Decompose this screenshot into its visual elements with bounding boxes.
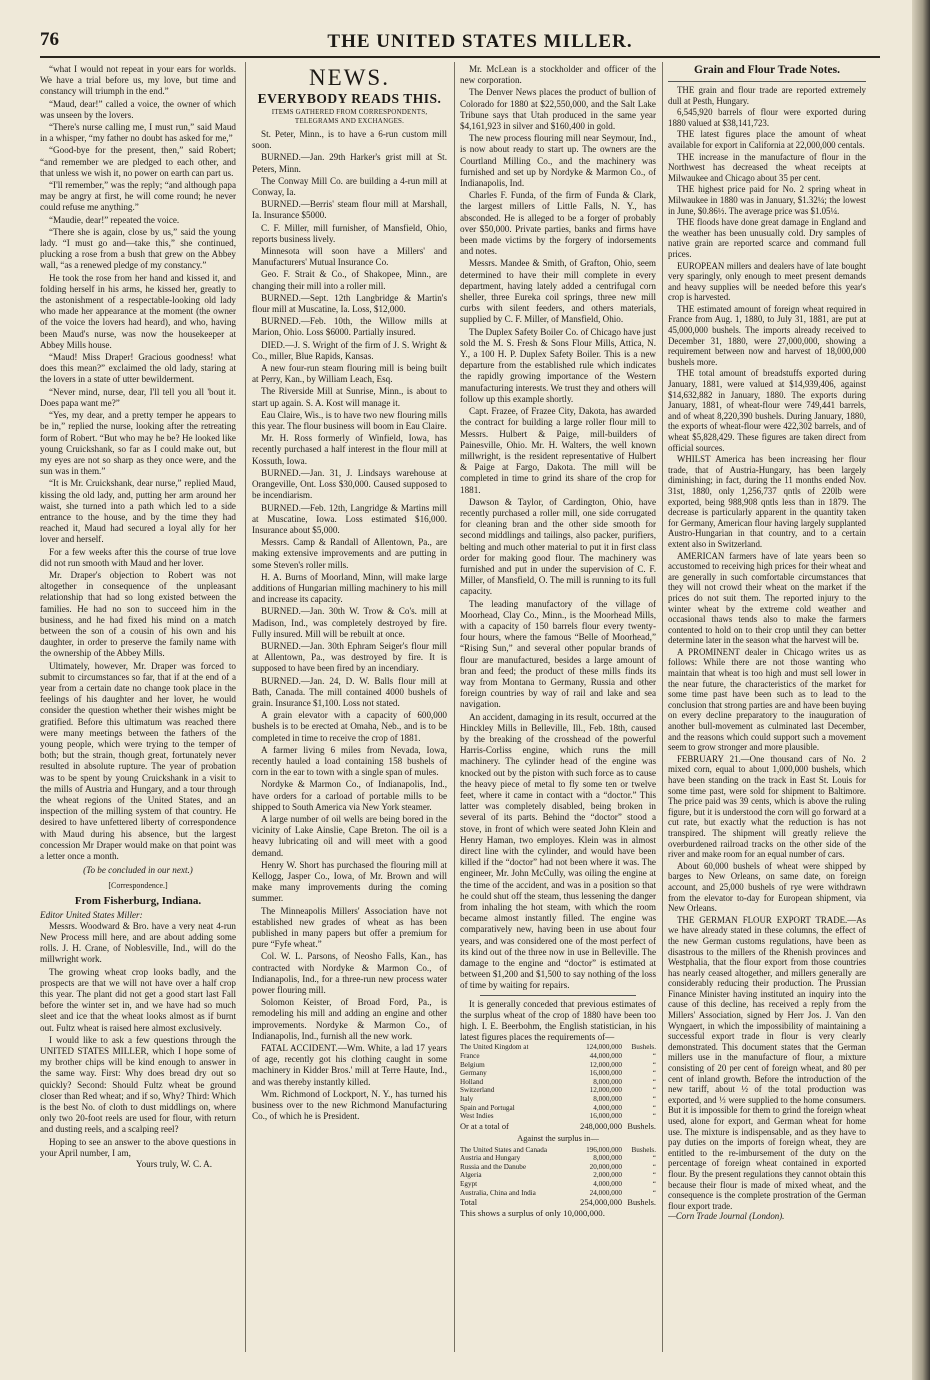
paragraph: BURNED.—Sept. 12th Langbridge & Martin's flour mill at Muscatine, Ia. Loss, $12,000.: [252, 292, 447, 315]
row-value: 4,000,000: [593, 1179, 622, 1188]
row-value: 2,000,000: [593, 1171, 622, 1180]
paragraph: A farmer living 6 miles from Nevada, Iowa, recently hauled a load containing 158 bushels of corn in the ear to town with a single span of mules.: [252, 744, 447, 778]
section-rule: [480, 995, 636, 996]
paragraph: The Denver News places the product of bullion of Colorado for 1880 at $22,550,000, and the Salt Lake Tribune says that Utah produced in the same year $4,161,923 in silver and $160,400 in gold.: [460, 87, 656, 132]
story-paragraphs: [40, 64, 236, 862]
row-unit: “: [652, 1069, 656, 1078]
row-unit: “: [652, 1112, 656, 1121]
paragraph: Henry W. Short has purchased the flouring mill at Kellogg, Jasper Co., Iowa, of Mr. Brown and will make many improvements during the coming summer.: [252, 859, 447, 904]
column-news-continued: [460, 64, 656, 1356]
table-row: [460, 1052, 656, 1061]
paragraph: “Never mind, nurse, dear, I'll tell you all 'bout it. Does papa want me?”: [40, 386, 236, 408]
row-label: Austria and Hungary: [460, 1154, 521, 1163]
total-unit: Bushels.: [627, 1121, 656, 1131]
paragraph: EUROPEAN millers and dealers have of late bought very sparingly, only enough to meet present demands and heavy supplies will be needed before this year's crop is harvested.: [668, 260, 866, 303]
paragraph: A large number of oil wells are being bored in the vicinity of Lake Ainslie, Cape Breton. The oil is a heavy lubricating oil and will meet with a good demand.: [252, 813, 447, 858]
letter-closing: Yours truly, W. C. A.: [135, 1159, 212, 1170]
row-value: 196,000,000: [586, 1145, 622, 1154]
paragraph: THE highest price paid for No. 2 spring wheat in Milwaukee in 1880 was in January, $1.32¼; the lowest in June, $0.86½. The average price was $1.05¼.: [668, 184, 866, 216]
row-unit: “: [652, 1154, 656, 1163]
paragraph: I would like to ask a few questions through the UNITED STATES MILLER, which I hope some of my brother chips will be kind enough to answer in the same way. First: Why does bread dry out so quickly? Second: Should Fultz wheat be ground closer than Red wheat; and if so, Why? Third: Which is the best No. of cloth to dust middlings on, where only two 20-foot reels are used for flour, with return and dusting reels, and a scalping reel?: [40, 1034, 236, 1135]
paragraph: “Maudie, dear!” repeated the voice.: [49, 214, 180, 225]
paragraph: “Maud, dear!” called a voice, the owner of which was unseen by the lovers.: [40, 98, 236, 120]
row-label: Egypt: [460, 1179, 478, 1188]
table-row: [460, 1061, 656, 1070]
row-unit: “: [652, 1060, 656, 1069]
row-label: West Indies: [460, 1112, 494, 1121]
column-divider: [454, 62, 455, 1352]
paragraph: FATAL ACCIDENT.—Wm. White, a lad 17 years of age, recently got his clothing caught in some machinery in Kidder Bros.' mill at Terre Haute, Ind., and was thereby instantly killed.: [252, 1043, 447, 1087]
total-value: 254,000,000: [580, 1198, 622, 1208]
surplus-rows: [460, 1146, 656, 1198]
surplus-closing: This shows a surplus of only 10,000,000.: [460, 1207, 605, 1218]
row-label: Italy: [460, 1095, 474, 1104]
table-row: [460, 1043, 656, 1052]
table-row: [460, 1154, 656, 1163]
title-rule: [668, 81, 866, 82]
trade-notes-source: —Corn Trade Journal (London).: [668, 1211, 785, 1222]
paragraph: “Good-bye for the present, then,” said Robert; “and remember we are pledged to each other, and that unless we wish it, no power on earth can part us.: [40, 145, 236, 178]
paragraph: A new four-run steam flouring mill is being built at Perry, Kan., by William Leach, Esq.: [252, 363, 447, 385]
total-value: 248,000,000: [580, 1121, 622, 1131]
paragraph: Messrs. Camp & Randall of Allentown, Pa., are making extensive improvements and are putting in some Steven's roller mills.: [252, 537, 447, 570]
paragraph: BURNED.—Jan. 30th W. Trow & Co's. mill at Madison, Ind., was completely destroyed by fire. Fully insured. Mill will be rebuilt at once.: [252, 606, 447, 639]
table-row: [460, 1112, 656, 1121]
column-trade-notes: [668, 64, 866, 1356]
paragraph: THE floods have done great damage in England and the weather has been unusually cold. Dry samples of native grain are reported scarce and command full prices.: [668, 217, 866, 259]
paragraph: Wm. Richmond of Lockport, N. Y., has turned his business over to the new Richmond Manufacturing Co., of which he is President.: [252, 1088, 447, 1122]
row-unit: “: [652, 1052, 656, 1061]
row-value: 8,000,000: [593, 1077, 622, 1086]
paragraph: Nordyke & Marmon Co., of Indianapolis, Ind., have orders for a carload of portable mills to be shipped to South America via New York steamer.: [252, 779, 447, 812]
letter-salutation: Editor United States Miller:: [40, 909, 143, 920]
paragraph: Mr. McLean is a stockholder and officer of the new corporation.: [460, 64, 656, 86]
row-unit: “: [652, 1103, 656, 1112]
paragraph: About 60,000 bushels of wheat were shipped by barges to New Orleans, on same date, on foreign account, and 25,000 bushels of rye were withdrawn from the elevator to-day for European shipment, via New Orleans.: [668, 860, 866, 914]
row-value: 4,000,000: [593, 1103, 622, 1112]
paragraph: THE GERMAN FLOUR EXPORT TRADE.—As we have already stated in these columns, the effect of the new German customs regulations, have been as disastrous to the millers of the Rhenish provinces and Westphalia, that the flour export from those countries has nearly ceased altogether, and millers generally are considerably reducing their production. The Prussian Finance Minister having instituted an inquiry into the cause of this decline, has received a reply from the Millers' Association, signed by Herr Jos. J. Van den Wyngaert, in which the impossibility of maintaining a successful export trade in flour is very clearly demonstrated. This document states that the German millers use in the manufacture of flour, a mixture consisting of 20 per cent of foreign wheat, and 80 per cent of inland growth. Before the introduction of the new tariff, about ½ of the total production was exported, and ⅓ were supplied to the home consumers. But it is impossible for them to grind the foreign wheat used, alone for export, and German wheat for home use. The mixture is indispensable, and as they have to pay duties on the imports of foreign wheat, they are entitled to the re-imbursement of the duty on the percentage of foreign wheat contained in exported flour. By the present regulations they cannot obtain this because their flour is made of mixed wheat, and the consequence is the complete prostration of the German flour export trade.: [668, 914, 866, 1211]
paragraph: BURNED.—Jan. 29th Harker's grist mill at St. Peters, Minn.: [252, 152, 447, 174]
news-note: ITEMS GATHERED FROM CORRESPONDENTS, TELEGRAMS AND EXCHANGES.: [271, 108, 428, 125]
news-subtitle: EVERYBODY READS THIS.: [257, 91, 442, 106]
surplus-heading: Against the surplus in—: [517, 1134, 599, 1144]
paragraph: The Riverside Mill at Sunrise, Minn., is about to start up again. S. A. Kost will manage it.: [252, 386, 447, 408]
paragraph: THE estimated amount of foreign wheat required in France from Aug. 1, 1880, to July 31, 1881, are put at 45,000,000 bushels. The imports already received to December 31, 1880, were 27,000,000, showing a requirement between now and harvest of 18,000,000 bushels more.: [668, 303, 866, 367]
row-label: Germany: [460, 1069, 487, 1078]
row-label: Spain and Portugal: [460, 1103, 515, 1112]
paragraph: Messrs. Woodward & Bro. have a very neat 4-run New Process mill here, and are about adding some rolls. J. H. Crane, of Noblesville, Ind., will do the millwright work.: [40, 920, 236, 965]
paragraph: Hoping to see an answer to the above questions in your April number, I am,: [40, 1136, 236, 1158]
total-label: Or at a total of: [460, 1121, 509, 1131]
paragraph: DIED.—J. S. Wright of the firm of J. S. Wright & Co., miller, Blue Rapids, Kansas.: [252, 339, 447, 361]
total-label: Total: [460, 1198, 478, 1208]
table-row: [460, 1146, 656, 1155]
table-row: [460, 1163, 656, 1172]
paragraph: “Yes, my dear, and a pretty temper he appears to be in,” replied the nurse, looking after the retreating form of Robert. “But who may he be? He looked like young Cruickshank, so far as I could make out, but my eyes are not so sharp as they once were, and the sun was in them.”: [40, 410, 236, 477]
row-unit: Bushels.: [631, 1145, 656, 1154]
letter-paragraphs: [40, 921, 236, 1159]
column-divider: [662, 62, 663, 1352]
row-unit: “: [652, 1095, 656, 1104]
row-value: 16,000,000: [589, 1112, 622, 1121]
paragraph: BURNED.—Jan. 24, D. W. Balls flour mill at Bath, Canada. The mill contained 4000 bushels of grain. Insurance $1,100. Loss not stated.: [252, 675, 447, 708]
paragraph: FEBRUARY 21.—One thousand cars of No. 2 mixed corn, equal to about 1,000,000 bushels, which have been standing on the track in East St. Louis for some time past, were sold for shipment to Baltimore. The price paid was 39 cents, which is above the ruling figure, but it is understood the corn will go forward at a cut rate, but exactly what the reduction is has not transpired. The shipment will greatly relieve the overburdened railroad tracks on the other side of the river and make room for an equal number of cars.: [668, 753, 866, 860]
paragraph: AMERICAN farmers have of late years been so accustomed to receiving high prices for their wheat and are generally in such comfortable circumstances that they will not crowd their wheat on the market if the prices do not suit them. The reported injury to the winter wheat by the extreme cold weather and occasional thaws tends also to make the farmers contented to hold on to their crop until they can better determine later in the season what the harvest will be.: [668, 550, 866, 646]
row-label: Australia, China and India: [460, 1188, 536, 1197]
continued-note: (To be concluded in our next.): [83, 865, 193, 876]
paragraph: Messrs. Mandee & Smith, of Grafton, Ohio, seem determined to have their mill complete in every department, having lately added a centrifugal corn sheller, three Eureka coil springs, three new mill curbs with silent feeders, and others materials, supplied by C. F. Miller, of Mansfield, Ohio.: [460, 258, 656, 325]
table-row: [460, 1086, 656, 1095]
table-row: [460, 1069, 656, 1078]
paragraph: “There's nurse calling me, I must run,” said Maud in a whisper, “my father no doubt has asked for me,”: [40, 122, 236, 144]
paragraph: BURNED.—Jan. 30th Ephram Seiger's flour mill at Allentown, Pa., was destroyed by fire. It is supposed to have been fired by an incendiary.: [252, 640, 447, 674]
row-label: Russia and the Danube: [460, 1162, 527, 1171]
column-news: [252, 64, 447, 1356]
paragraph: BURNED.—Berris' steam flour mill at Marshall, Ia. Insurance $5000.: [252, 199, 447, 221]
requirements-total-table: [460, 1121, 656, 1132]
row-label: Algeria: [460, 1171, 482, 1180]
page-number: 76: [40, 29, 59, 50]
paragraph: The Minneapolis Millers' Association have not established new grades of wheat as has been published in many papers but offer a premium for pure “Fyfe wheat.”: [252, 905, 447, 950]
surplus-total-table: [460, 1197, 656, 1208]
paragraph: The growing wheat crop looks badly, and the prospects are that we will not have over a half crop this year. The plant did not get a good start last Fall before the winter set in, and we have had so much sleet and ice that the wheat looks almost as if burnt out. Fultz wheat is raised here almost exclusively.: [40, 966, 236, 1033]
requirements-rows: [460, 1043, 656, 1120]
paragraph: Solomon Keister, of Broad Ford, Pa., is remodeling his mill and adding an engine and other improvements. Nordyke & Marmon Co., of Indianapolis, Ind., furnish all the new work.: [252, 997, 447, 1041]
column-story: [40, 64, 236, 1356]
surplus-total-row: [460, 1197, 656, 1208]
row-unit: Bushels.: [631, 1043, 656, 1052]
row-value: 12,000,000: [589, 1086, 622, 1095]
paragraph: Capt. Frazee, of Frazee City, Dakota, has awarded the contract for building a large roller flour mill to Messrs. Hulbert & Paige, mill-builders of Painesville, Ohio. Mr. H. Walters, the well known millwright, is the resident representative of Hulbert & Paige at Fargo, Dakota. The mill will be completed in time to grind its share of the crop for 1881.: [460, 406, 656, 495]
paragraph: Dawson & Taylor, of Cardington, Ohio, have recently purchased a roller mill, one side corrugated for cleaning bran and the other side smooth for second middlings and tailings, also packer, purifiers, belting and much other material to put it in first class order for making good flour. The machinery was furnished and put in under the supervision of C. F. Miller, of Mansfield, O. The mill is running to its full capacity.: [460, 496, 656, 597]
row-value: 20,000,000: [589, 1162, 622, 1171]
row-unit: “: [652, 1077, 656, 1086]
row-unit: “: [652, 1188, 656, 1197]
paragraph: Geo. F. Strait & Co., of Shakopee, Minn., are changing their mill into a roller mill.: [252, 269, 447, 291]
row-unit: “: [652, 1179, 656, 1188]
paragraph: A grain elevator with a capacity of 600,000 bushels is to be erected at Omaha, Neb., and is to be completed in time to receive the crop of 1881.: [252, 710, 447, 743]
requirements-table: [460, 1043, 656, 1120]
paragraph: The Conway Mill Co. are building a 4-run mill at Conway, Ia.: [252, 175, 447, 198]
paragraph: BURNED.—Jan. 31, J. Lindsays warehouse at Orangeville, Ont. Loss $30,000. Caused supposed to be incendiarism.: [252, 467, 447, 501]
paragraph: THE total amount of breadstuffs exported during January, 1881, were valued at $14,939,406, against $14,632,882 in January, 1880. The exports during January, 1881, of wheat-flour were 749,441 barrels, and of wheat 8,220,390 bushels. During January, 1880, the exports of wheat-flour were 422,302 barrels, and of wheat $5,828,429. These figures are taken direct from official sources.: [668, 368, 866, 453]
table-row: [460, 1078, 656, 1087]
row-unit: “: [652, 1162, 656, 1171]
trade-notes-items: [668, 85, 866, 1211]
row-value: 24,000,000: [589, 1188, 622, 1197]
paragraph: Minnesota will soon have a Millers' and Manufacturers' Mutual Insurance Co.: [252, 246, 447, 268]
requirements-total-row: [460, 1121, 656, 1132]
row-label: Switzerland: [460, 1086, 495, 1095]
paragraph: The Duplex Safety Boiler Co. of Chicago have just sold the M. S. Fresh & Sons Flour Mills, Attica, N. Y., a 100 H. P. Duplex Safety Boiler. This is a new departure from the established rule which indicates the rapidly growing importance of the Western manufacturing interests. We trust they and others will follow up this example shortly.: [460, 326, 656, 404]
news-items: [252, 129, 447, 1122]
paragraph: H. A. Burns of Moorland, Minn, will make large additions of Hungarian milling machinery to his mill and increase its capacity.: [252, 571, 447, 605]
paragraph: Eau Claire, Wis., is to have two new flouring mills this year. The flour business will boom in Eau Claire.: [252, 409, 447, 432]
column-divider: [245, 62, 246, 1352]
paragraph: “what I would not repeat in your ears for worlds. We have a trial before us, my love, but time and constancy will triumph in the end.”: [40, 64, 236, 97]
paragraph: Mr. Draper's objection to Robert was not altogether in consequence of the unpleasant relationship that had so long existed between the families. He had no son to succeed him in the business, and he had fixed his mind on a match between the son of a cousin of his own and his daughter, in order to preserve the family name with the ownership of the Abbey Mills.: [40, 569, 236, 659]
paragraph: The leading manufactory of the village of Moorhead, Clay Co., Minn., is the Moorhead Mills, with a capacity of 150 barrels flour every twenty-four hours, where the famous “Belle of Moorhead,” “Rising Sun,” and several other popular brands of flour are manufactured, besides a large amount of bran and feed; the product of these mills finds its way from Montana to Germany, Russia and other foreign countries by way of rail and lake and sea navigation.: [460, 598, 656, 710]
table-row: [460, 1104, 656, 1113]
paragraph: 6,545,920 barrels of flour were exported during 1880 valued at $38,141,723.: [668, 107, 866, 128]
paragraph: Charles F. Funda, of the firm of Funda & Clark, the largest millers of Little Falls, N. Y., has absconded. He is alleged to be a forger of probably over $50,000. Private parties, banks and firms have been made victims by the forgery of indorsements and notes.: [460, 190, 656, 257]
paragraph: “There she is again, close by us,” said the young lady. “I must go and—take this,” she continued, plucking a rose from a bush that grew on the Abbey wall, “as a renewed pledge of my constancy.”: [40, 226, 236, 271]
paragraph: A PROMINENT dealer in Chicago writes us as follows: While there are not those wanting who maintain that wheat is too high and must sell lower in the near future, the characteristics of the market for some time past have been such as to lead to the conclusion that strong parties are and have been buying on every decline preparatory to the inauguration of another bull-movement as culminated last December, and the reasons which could support such a movement seem to grow stronger and more plausible.: [668, 646, 866, 753]
row-unit: “: [652, 1086, 656, 1095]
table-row: [460, 1189, 656, 1198]
paragraph: “It is Mr. Cruickshank, dear nurse,” replied Maud, kissing the old lady, and, putting her arm around her waist, she turned into a path which led to a side entrance to the house, and by the time they had reached it, Maud had secured a loyal ally for her lover and herself.: [40, 478, 236, 545]
paragraph: C. F. Miller, mill furnisher, of Mansfield, Ohio, reports business lively.: [252, 222, 447, 244]
news-title: NEWS.: [309, 65, 390, 90]
paragraph: THE grain and flour trade are reported extremely dull at Pesth, Hungary.: [668, 85, 866, 106]
row-value: 124,000,000: [586, 1043, 622, 1052]
row-value: 16,000,000: [589, 1069, 622, 1078]
table-row: [460, 1095, 656, 1104]
paragraph: An accident, damaging in its result, occurred at the Hinckley Mills in Belleville, Ill., Feb. 18th, caused by the breaking of the crosshead of the powerful Harris-Corliss engine, which runs the mill machinery. The cylinder head of the engine was knocked out by the piston with such force as to cause the heavy piece of metal to fly some ten or twelve feet, where it came in contact with a “doctor.” This latter was completely disabled, being broken in several of its parts. Behind the “doctor” stood a stove, in front of which were seated John Klein and Henry Haman, two employes. Klein was in almost direct line with the cylinder, and would have been killed if the “doctor” had not been where it was. The engineer, Mr. John McCully, was oiling the engine at the time of the accident, and was in a position so that he could shut off the steam, thus lessening the danger from inhaling the hot steam, with which the room became almost instantly filled. The engine was comparatively new, having been in use about four years, and was considered one of the most perfect of its kind out of the three now in use in Belleville. The damage to the engine and “doctor” is estimated at between $1,200 and $1,500 to say nothing of the loss of time by waiting for repairs.: [460, 711, 656, 991]
table-row: [460, 1180, 656, 1189]
row-label: Belgium: [460, 1060, 485, 1069]
row-value: 44,000,000: [589, 1052, 622, 1061]
paragraph: THE latest figures place the amount of wheat available for export in California at 22,000,000 centals.: [668, 129, 866, 150]
letter-title: From Fisherburg, Indiana.: [74, 894, 202, 907]
paragraph: THE increase in the manufacture of flour in the Northwest has decreased the wheat receipts at Milwaukee and Chicago about 35 per cent.: [668, 151, 866, 183]
table-row: [460, 1171, 656, 1180]
paragraph: BURNED.—Feb. 12th, Langridge & Martins mill at Muscatine, Iowa. Loss estimated $16,000. Insurance about $5,000.: [252, 502, 447, 535]
correspondence-label: [Correspondence.]: [108, 881, 168, 891]
row-label: France: [460, 1052, 480, 1061]
row-label: The United Kingdom at: [460, 1043, 529, 1052]
paragraph: Col. W. L. Parsons, of Neosho Falls, Kan., has contracted with Nordyke & Marmon Co., of Indianapolis, Ind., for a three-run new process water power flouring mill.: [252, 951, 447, 996]
header-rule: [40, 56, 880, 58]
surplus-table: [460, 1146, 656, 1198]
row-label: Holland: [460, 1077, 484, 1086]
masthead: THE UNITED STATES MILLER.: [327, 31, 633, 52]
paragraph: WHILST America has been increasing her flour trade, that of Austria-Hungary, has been largely diminishing; in fact, during the 11 months ended Nov. 31st, 1880, only 1,256,737 qntls of 220lb were exported, being 988,908 qntls less than in 1879. The decrease is particularly apparent in the quantity taken for Germany, American flour having largely supplanted Austro-Hungarian in that country, and to a certain extent also in Switzerland.: [668, 454, 866, 549]
row-label: The United States and Canada: [460, 1145, 548, 1154]
paragraph: BURNED.—Feb. 10th, the Willow mills at Marion, Ohio. Loss $6000. Partially insured.: [252, 316, 447, 338]
trade-notes-title: Grain and Flour Trade Notes.: [694, 64, 840, 76]
row-unit: “: [652, 1171, 656, 1180]
page-edge-shadow: [912, 0, 930, 1380]
row-value: 8,000,000: [593, 1095, 622, 1104]
paragraph: St. Peter, Minn., is to have a 6-run custom mill soon.: [252, 129, 447, 151]
paragraph: “I'll remember,” was the reply; “and although papa may be angry at first, he will come round; he never could refuse me anything.”: [40, 180, 236, 213]
row-value: 8,000,000: [593, 1154, 622, 1163]
paragraph: For a few weeks after this the course of true love did not run smooth with Maud and her lover.: [40, 546, 236, 568]
total-unit: Bushels.: [627, 1198, 656, 1208]
news-items-continued: [460, 64, 656, 992]
row-value: 12,000,000: [589, 1060, 622, 1069]
surplus-intro: It is generally conceded that previous estimates of the surplus wheat of the crop of 1880 have been too high. I. E. Beerbohm, the English statistician, in his latest figures places the requirements of—: [460, 998, 656, 1043]
paragraph: “Maud! Miss Draper! Gracious goodness! what does this mean?” exclaimed the old lady, staring at the lovers in a state of utter bewilderment.: [40, 352, 236, 385]
paragraph: Ultimately, however, Mr. Draper was forced to submit to circumstances so far, that if at the end of a year from a certain date no change took place in the feelings of his daughter and her lover, he would consider the question whether their wishes might be gratified. Before this ultimatum was reached there were many meetings between the fathers of the young people, which were trying to the temper of both; but the strain, though great, fortunately never resulted in absolute rupture. The year of probation was to be spent by young Cruickshank in a visit to the mills of Austria and Hungary, and a tour through the wheat regions of the United States, and an inspection of the milling system of that country. He desired to have unfettered liberty of correspondence with Maud during his absence, but the largest concession Mr Draper would make on that point was a letter once a month.: [40, 660, 236, 862]
paragraph: The new process flouring mill near Seymour, Ind., is now about ready to start up. The owners are the Courtland Milling Co., and the machinery was furnished and set up by Nordyke & Marmon Co., of Indianapolis, Ind.: [460, 133, 656, 189]
paragraph: He took the rose from her hand and kissed it, and folding herself in his arms, he kissed her, greatly to the astonishment of a respectable-looking old lady who made her appearance at the moment (the owner of the voice the lovers had heard), and who, having been Maud's nurse, was now the housekeeper at Abbey Mills house.: [40, 272, 236, 350]
paragraph: Mr. H. Ross formerly of Winfield, Iowa, has recently purchased a half interest in the flour mill at Kossuth, Iowa.: [252, 433, 447, 466]
